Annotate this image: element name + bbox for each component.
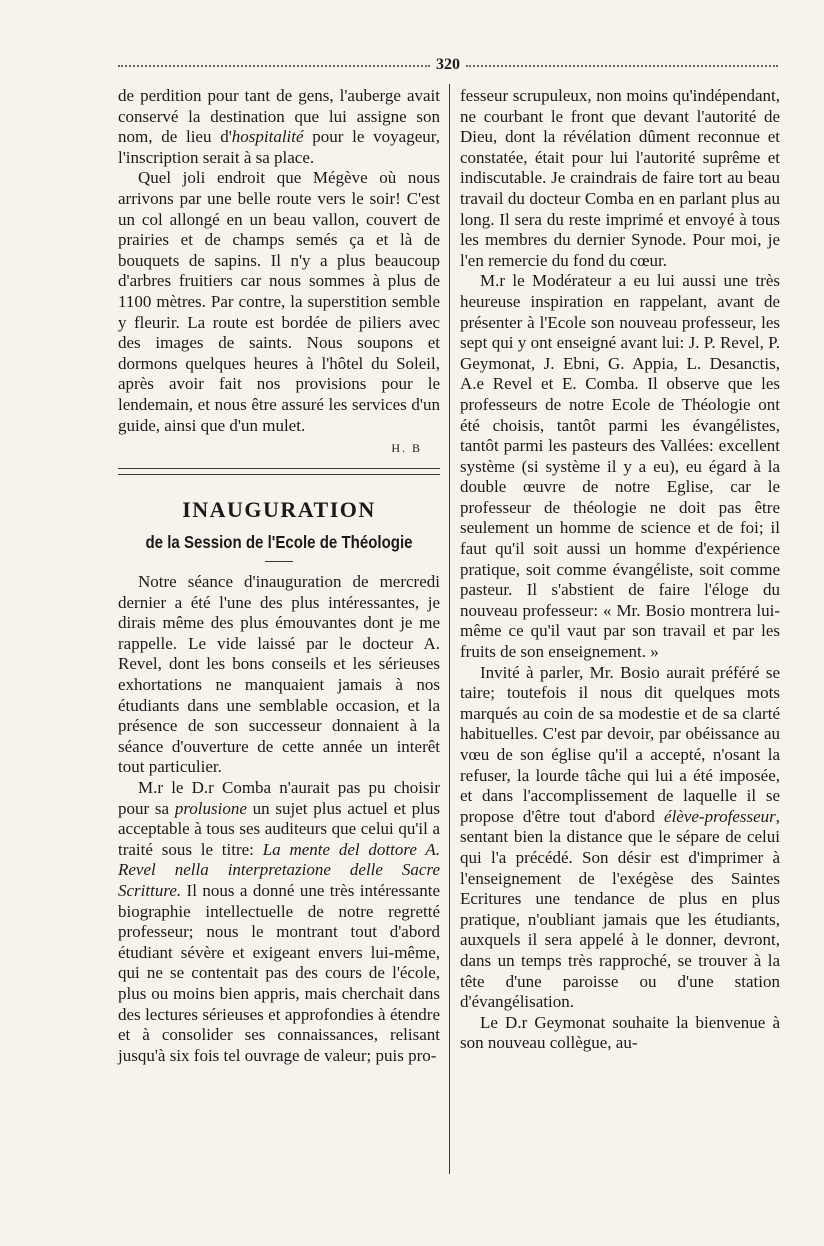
page-number: 320	[436, 56, 460, 73]
emphasis-prolusione: prolusione	[174, 798, 247, 818]
article-subtitle: de la Session de l'Ecole de Théologie	[145, 532, 413, 553]
section-divider	[118, 468, 440, 475]
article-title: INAUGURATION	[182, 497, 376, 523]
paragraph-megeve: Quel joli endroit que Mégève où nous arrivons par une belle route vers le soir! C'est un col allongé en un beau vallon, couvert de prairies et de champs semés ça et là de bouquets de sapins. Il n'y a plus beaucoup d'arbres fruitiers car nous sommes à plus de 1100 mètres. Par contre, la superstition semble y fleurir. La route est bordée de piliers avec des images de saints. Nous soupons et dormons quelques heures à l'hôtel du Soleil, après avoir fait nos provisions pour le lendemain, et nous être assuré les services d'un guide, ainsi que d'un mulet.	[118, 168, 440, 435]
paragraph-professeur: fesseur scrupuleux, non moins qu'indépendant, ne courbant le front que devant l'autorité de Dieu, dont la révélation dûment reconnue et constatée, était pour lui l'autorité suprême et indiscutable. Je craindrais de faire tort au beau travail du docteur Comba en en parlant plus au long. Il sera du reste imprimé et envoyé à tous les membres du dernier Synode. Pour moi, je l'en remercie du fond du cœur.	[460, 86, 780, 270]
paragraph-text: Il nous a donné une très intéressante biographie intellectuelle de notre regretté professeur; nous le montrant tout d'abord étudiant sévère et exigeant envers lui-même, qui ne se contentait pas des cours de l'école, plus ou moins bien appris, mais cherchait dans des lectures sérieuses et approfondies à étendre et à consolider ses connaissances, relisant jusqu'à six fois tel ouvrage de valeur; puis pro-	[118, 881, 440, 1065]
paragraph-seance: Notre séance d'inauguration de mercredi dernier a été l'une des plus intéressantes, je dirais même des plus émouvantes dont je me rappelle. Le vide laissé par le docteur A. Revel, dont les bons conseils et les sérieuses exhortations ne manquaient jamais à nos étudiants dans une semblable occasion, et la présence de son successeur donnaient à la séance d'ouverture de cette année un interêt tout particulier.	[118, 572, 440, 777]
paragraph-bosio	[460, 663, 780, 1013]
right-column	[460, 86, 780, 1054]
paragraph-text: de perdition pour tant de gens, l'auberge avait conservé la destination que lui assigne son nom, de lieu d'	[118, 86, 440, 147]
title-dash	[265, 561, 293, 562]
paragraph-auberge	[118, 86, 440, 168]
emphasis-hospitalite: hospitalité	[231, 127, 304, 147]
header-rule-right	[466, 65, 778, 67]
emphasis-lecture-title: La mente del dottore A. Revel nella interpretazione delle Sacre Scritture.	[118, 839, 440, 900]
paragraph-text: M.r le D.r Comba n'aurait pas pu choisir pour sa	[118, 778, 440, 818]
paragraph-text: un sujet plus actuel et plus acceptable à tous ses auditeurs que celui qu'il a traité sous le titre:	[118, 798, 440, 859]
paragraph-comba	[118, 778, 440, 1066]
author-signature: H. B	[391, 441, 422, 456]
paragraph-text: Invité à parler, Mr. Bosio aurait préféré se taire; toutefois il nous dit quelques mots marqués au coin de sa modestie et de sa clarté habituelles. C'est par devoir, par obéissance au vœu de son église qu'il a accepté, n'osant la refuser, la lourde tâche qui lui a été imposée, et dans l'accomplissement de laquelle il se propose d'être tout d'abord	[460, 662, 780, 826]
left-column	[118, 86, 440, 1066]
paragraph-text: pour le voyageur, l'inscription serait à sa place.	[118, 127, 440, 167]
column-divider	[449, 84, 450, 1174]
paragraph-geymonat: Le D.r Geymonat souhaite la bienvenue à son nouveau collègue, au-	[460, 1012, 780, 1053]
paragraph-text: , sentant bien la distance que le sépare de celui qui l'a précédé. Son désir est d'imprimer à l'enseignement de l'exégèse des Saintes Ecritures une tendance de plus en plus pratique, n'oubliant jamais que les étudiants, auxquels il sera appelé à le donner, devront, dans un temps très rapproché, se trouver à la tête d'une paroisse ou d'une station d'évangélisation.	[460, 806, 780, 1012]
page-header	[118, 56, 778, 74]
paragraph-moderateur: M.r le Modérateur a eu lui aussi une très heureuse inspiration en rappelant, avant de présenter à l'Ecole son nouveau professeur, les sept qui y ont enseigné avant lui: J. P. Revel, P. Geymonat, J. Ebni, G. Appia, L. Desanctis, A.e Revel et E. Comba. Il observe que les professeurs de notre Ecole de Théologie ont été choisis, tantôt parmi les évangélistes, tantôt parmi les pasteurs des Vallées: excellent système (si système il y a eu), eu égard à la double œuvre de notre Eglise, car le professeur de théologie ne doit pas être seulement un homme de science et de foi; il faut qu'il soit aussi un homme d'expérience pratique, soit comme évangéliste, soit comme pasteur. Il s'abstient de faire l'éloge du nouveau professeur: « Mr. Bosio montrera lui-même ce qu'il vaut par son travail et par les fruits de son enseignement. »	[460, 271, 780, 662]
emphasis-eleve-professeur: élève-professeur	[664, 806, 776, 826]
